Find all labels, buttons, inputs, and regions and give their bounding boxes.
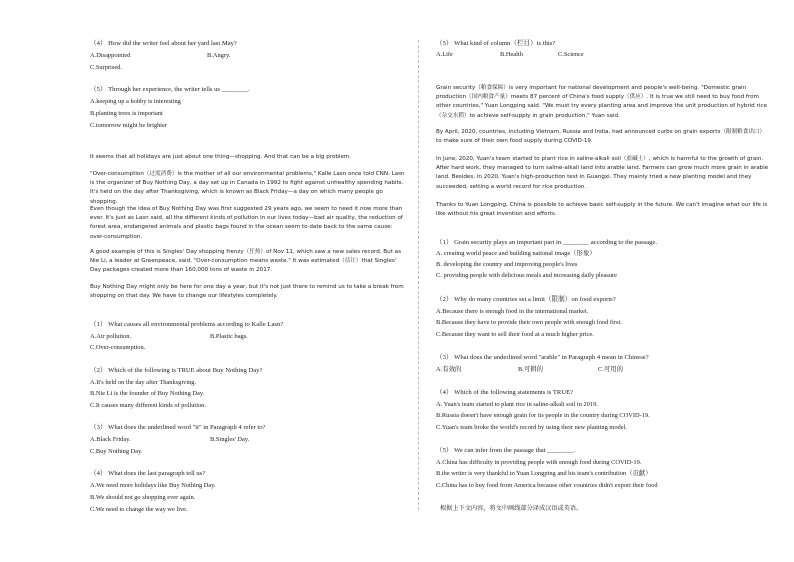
question-stem: （4） Which of the following statements is TRUE? [436,389,574,396]
option-b: B.We should not go shopping ever again. [90,494,196,501]
option-b: B.planting trees is important [90,110,163,117]
option-a: A.Life [436,51,453,58]
passage-paragraph: "Over-consumption（过度消费）is the mother of all our environmental problems," Kalle Lasn once told CNN. Lasn is the organizer of Buy Nothing Day, a day set up in Canada in 1992 to fight against unhealthy spending habits. It's held on the day after Thanksgiving, which is known as Black Friday—a day on which many people go shopping. [90,171,405,205]
option-b: B.Singles' Day. [210,436,250,443]
passage-paragraph: A good example of this is Singles' Day shopping frenzy（狂热）of Nov 11, which saw a new sales record. But as Nie Li, a leader at Greenpeace, said, "Over-consumption means waste." It was estimated（估计）that Singles' Day packages created more than 160,000 tons of waste in 2017. [90,249,402,274]
option-c: C.Because they want to sell their food at a much higher price. [436,331,594,338]
option-c: C.Science [558,51,584,58]
question-stem: （1） Grain security plays an important part in ________ according to the passage. [436,239,658,246]
option-b: B.Because they have to provide their own people with enough food first. [436,319,622,326]
option-c: C.Buy Nothing Day. [90,448,143,455]
option-c: C.Yuan's team broke the world's record by using their new planting model. [436,424,627,431]
question-stem: （3） What does the underlined word "it" in Paragraph 4 refer to? [90,424,266,431]
passage-paragraph: Thanks to Yuan Longping, China is possible to achieve basic self-supply in the future. We can't imagine what our life is like without his great invention and efforts. [436,202,768,218]
option-b: B.Nie Li is the founder of Buy Nothing Day. [90,390,205,397]
question-stem: （5） What kind of column（栏目）is this? [436,40,556,47]
question-stem: （3） What does the underlined word "arable" in Paragraph 4 mean in Chinese? [436,354,649,361]
passage-paragraph: It seems that all holidays are just about one thing—shopping. And that can be a big problem. [90,154,352,160]
option-c: C.Over-consumption. [90,344,146,351]
passage-paragraph: Buy Nothing Day might only be here for one day a year, but it's not just there to remind us to take a break from shopping on that day. We have to change our lifestyles completely. [90,284,404,300]
option-b: B.the writer is very thankful to Yuan Longping and his team's contribution（贡献） [436,470,652,477]
passage-paragraph: By April, 2020, countries, including Vietnam, Russia and India, had announced curbs on grain exports（限制粮食出口）to make sure of their own food supply during COVID-19. [436,129,766,145]
option-b: B.可耕的 [518,366,544,373]
question-stem: （5） Through her experience, the writer tells us ________. [90,86,250,93]
passage-paragraph: In June, 2020, Yuan's team started to plant rice in saline-alkali soil（盐碱土）, which is harmful to the growth of grain. After hard work, they managed to turn saline-alkali land into arable land. Farmers can grow much more grain in arable land. Besides, in 2020, Yuan's high-production test in Guangxi. They mainly tried a new planting model and they succeeded, setting a world record for rice production. [436,156,769,190]
option-a: A.Because there is enough food in the international market. [436,308,589,315]
question-stem: （1） What causes all environmental problems according to Kalle Lasn? [90,321,284,328]
option-b: B.Russia doesn't have enough grain for its people in the country during COVID-19. [436,412,650,419]
option-a: A.Black Friday. [90,436,131,443]
option-a: A. Yuan's team started to plant rice in saline-alkali soil in 2019. [436,401,598,408]
option-c: C.It causes many different kinds of pollution. [90,402,206,409]
option-a: A.Disappointed [90,52,131,59]
question-stem: （2） Why do many countries set a limit（限制）on food exports? [436,296,616,303]
option-a: A.China has difficulty in providing people with enough food during COVID-19. [436,459,642,466]
passage-paragraph: Grain security（粮食保障）is very important for national development and people's well-being. "Domestic grain production（国内粮食产量）meets 87 percent of China's food supply（供应）. It is true we still need to buy food from other countries," Yuan Longping said. "We must try every planting area and improve the unit production of hybrid rice（杂交水稻）to achieve self-supply in grain production," Yuan said. [436,85,767,119]
question-stem: （4） What does the last paragraph tell us? [90,470,206,477]
passage-paragraph: Even though the idea of Buy Nothing Day was first suggested 29 years ago, we seem to need it now more than ever. It's just as Lasn said, all the different kinds of pollution in our lives today—bad air quality, the reduction of forest area, endangered animals and plastic bags found in the ocean seem to date back to the same cause: over-consumption. [90,206,403,240]
option-a: A.Air pollution. [90,333,132,340]
option-c: C.tomorrow might be brighter [90,122,168,129]
option-b: B.Angry. [207,52,231,59]
option-c: C.Surprised. [90,64,122,71]
option-c: C. providing people with delicious meals and increasing daily pleasure [436,272,618,279]
option-a: A.It's held on the day after Thanksgiving. [90,379,197,386]
option-b: B.Plastic bags. [210,333,248,340]
instruction-text: 根据上下文内容，将文中画线部分译成汉语或英语。 [440,505,583,512]
option-b: B. developing the country and improving people's lives [436,261,578,268]
option-c: C.可用的 [598,366,624,373]
option-c: C.China has to buy food from America because other countries didn't export their food [436,482,658,489]
option-c: C.We need to change the way we live. [90,506,188,513]
option-a: A.We need more holidays like Buy Nothing Day. [90,482,216,489]
question-stem: （2） Which of the following is TRUE about Buy Nothing Day? [90,367,263,374]
option-a: A.keeping up a hobby is interesting [90,98,181,105]
column-divider [418,40,419,510]
option-b: B.Health [500,51,523,58]
question-stem: （4） How did the writer feel about her yard last May? [90,40,237,47]
option-a: A.有效的 [436,366,462,373]
question-stem: （5） We can infer from the passage that ________. [436,447,576,454]
option-a: A. creating world peace and building national image（形象） [436,250,596,257]
